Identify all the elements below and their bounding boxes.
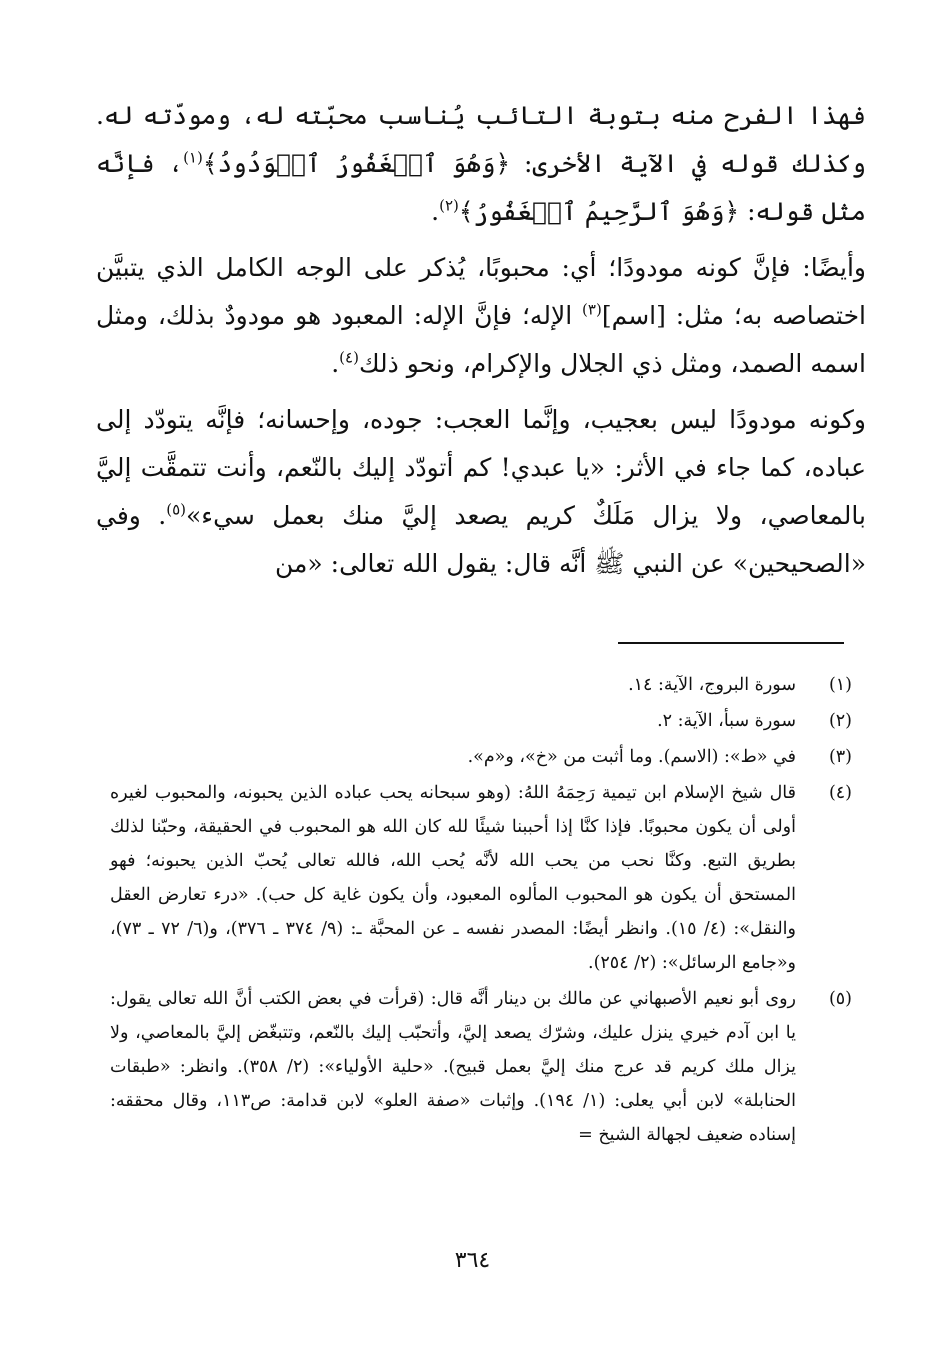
paragraph-3 xyxy=(96,396,866,588)
paragraph-text: . xyxy=(331,349,340,378)
paragraph-text: وأيضًا: فإنَّ كونه مودودًا؛ أي: محبوبًا، يُذكر على الوجه الكامل الذي يتبيَّن اختصاصه به؛ مثل: [اسم] xyxy=(96,253,866,330)
footnote-1 xyxy=(110,668,852,702)
footnote-number: (٢) xyxy=(828,711,852,731)
footnote-marker: (٣) xyxy=(582,300,602,319)
footnote-text: سورة سبأ، الآية: ٢. xyxy=(657,711,796,731)
footnote-text: قال شيخ الإسلام ابن تيمية رَحِمَهُ اللهُ: (وهو سبحانه يحب عباده الذين يحبونه، والمحبوب لغيره أولى أن يكون محبوبًا. فإذا كنَّا إذا أحببنا شيئًا لله كان الله هو المحبوب في الحقيقة، وحبّنا لذلك بطريق التبع. وكنَّا نحب من يحب الله لأنَّه يُحب الله، فالله تعالى يُحبّ الذين يحبونه؛ فهو المستحق أن يكون هو المحبوب المألوه المعبود، وأن يكون غاية كل حب). «درء تعارض العقل والنقل»: (٤/ ١٥). وانظر أيضًا: المصدر نفسه ـ عن المحبَّة ـ: (٩/ ٣٧٤ ـ ٣٧٦)، و(٦/ ٧٢ ـ ٧٣)، و«جامع الرسائل»: (٢/ ٢٥٤). xyxy=(110,783,796,973)
footnote-text: روى أبو نعيم الأصبهاني عن مالك بن دينار أنَّه قال: (قرأت في بعض الكتب أنَّ الله تعالى يقول: يا ابن آدم خيري ينزل عليك، وشرّك يصعد إليَّ، وأتحبّب إليك بالنّعم، وتتبغّض إليَّ بالمعاصي، ولا يزال ملك كريم قد عرج منك إليَّ بعمل قبيح). «حلية الأولياء»: (٢/ ٣٥٨). وانظر: «طبقات الحنابلة» لابن أبي يعلى: (١/ ١٩٤). وإثبات «صفة العلو» لابن قدامة: ص١١٣، وقال محققه: إسناده ضعيف لجهالة الشيخ = xyxy=(110,989,796,1145)
paragraph-text: فهذا الفرح منه بتوبة التائب يُناسب محبّته له، ومودّته له. وكذلك قوله في الآية الأخرى: ﴿وَهُوَ ٱلۡغَفُورُ ٱلۡوَدُودُ﴾ xyxy=(96,101,866,178)
footnote-text: في «ط»: (الاسم). وما أثبت من «خ»، و«م». xyxy=(467,747,796,767)
footnote-marker: (١) xyxy=(183,148,203,167)
footnote-marker: (٤) xyxy=(339,348,359,367)
page-number: ٣٦٤ xyxy=(454,1248,491,1273)
footnote-marker: (٥) xyxy=(166,500,187,519)
paragraph-text: الإله؛ فإنَّ الإله: المعبود هو مودودٌ بذلك، ومثل اسمه الصمد، ومثل ذي الجلال والإكرام، ونحو ذلك xyxy=(96,301,866,378)
footnote-divider xyxy=(618,642,844,644)
footnote-number: (٤) xyxy=(828,783,852,803)
footnote-number: (٣) xyxy=(828,747,852,767)
paragraph-1 xyxy=(96,92,866,236)
footnote-3 xyxy=(110,740,852,774)
footnote-marker: (٢) xyxy=(439,196,459,215)
paragraph-text: . xyxy=(431,197,440,226)
paragraph-text: وكونه مودودًا ليس بعجيب، وإنَّما العجب: جوده، وإحسانه؛ فإنَّه يتودّد إلى عباده، كما جاء في الأثر: «يا عبدي! كم أتودّد إليك بالنّعم، وأنت تتمقَّت إليَّ بالمعاصي، ولا يزال مَلَكٌ كريم يصعد إليَّ منك بعمل سيء» xyxy=(96,405,866,530)
footnotes xyxy=(110,668,852,1154)
footnote-4 xyxy=(110,776,852,980)
footnote-number: (٥) xyxy=(828,989,852,1009)
footnote-number: (١) xyxy=(828,675,852,695)
footnote-text: سورة البروج، الآية: ١٤. xyxy=(628,675,796,695)
paragraph-text: ، فإنَّه مثل قوله: ﴿وَهُوَ ٱلرَّحِيمُ ٱلۡغَفُورُ﴾ xyxy=(96,149,866,226)
footnote-5 xyxy=(110,982,852,1152)
main-text xyxy=(96,92,866,596)
footnote-2 xyxy=(110,704,852,738)
paragraph-text: . وفي «الصحيحين» عن النبي ﷺ أنَّه قال: يقول الله تعالى: «من xyxy=(96,501,866,578)
paragraph-2 xyxy=(96,244,866,388)
